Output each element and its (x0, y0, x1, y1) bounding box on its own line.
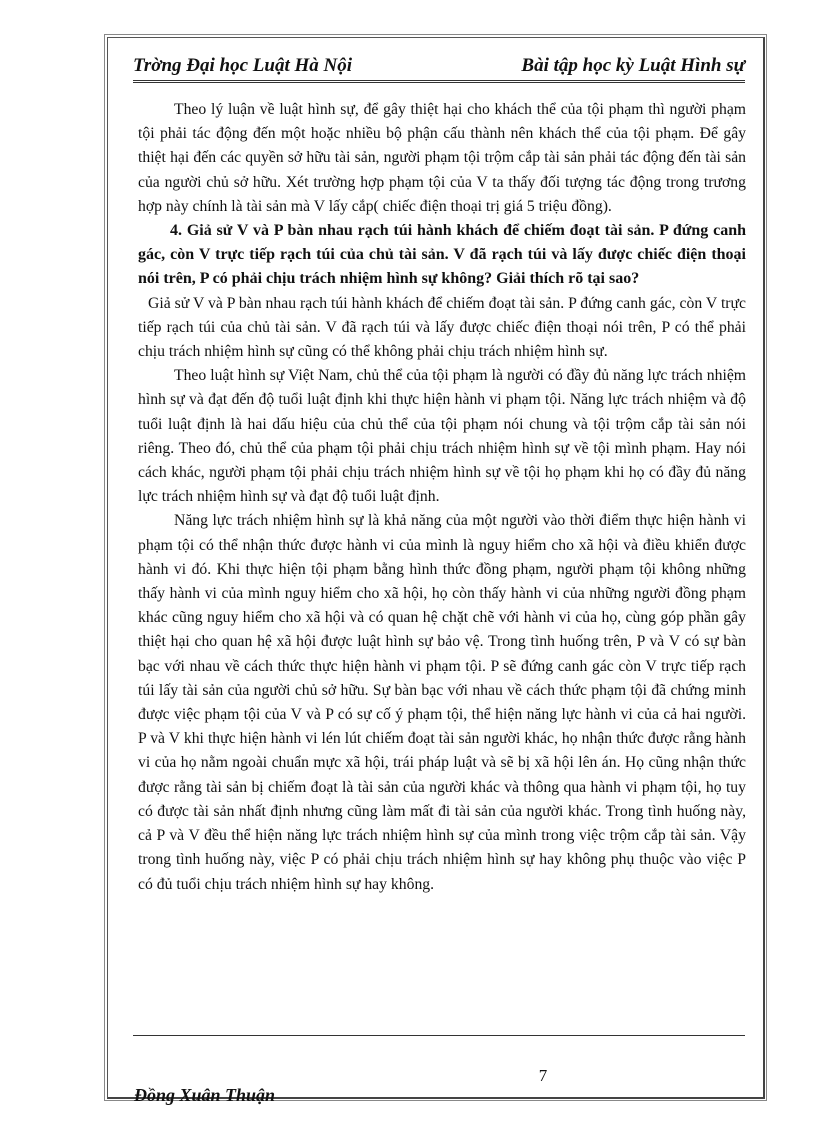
document-body (138, 98, 746, 897)
paragraph-capacity: Năng lực trách nhiệm hình sự là khả năng của một người vào thời điểm thực hiện hành vi phạm tội có thể nhận thức được hành vi của mình là nguy hiểm cho xã hội và điều khiển được hành vi đó. Khi thực hiện tội phạm bằng hình thức đồng phạm, người phạm tội không những thấy hành vi của mình nguy hiểm cho xã hội, họ còn thấy hành vi của những người đồng phạm khác cũng nguy hiểm cho xã hội và có quan hệ chặt chẽ với hành vi của họ, cùng góp phần gây thiệt hại cho quan hệ xã hội được luật hình sự bảo vệ. Trong tình huống trên, P và V có sự bàn bạc với nhau về cách thức thực hiện hành vi phạm tội. P sẽ đứng canh gác còn V trực tiếp rạch túi lấy tài sản của người chủ sở hữu. Sự bàn bạc với nhau về cách thức phạm tội đã chứng minh được việc phạm tội của V và P có sự cố ý phạm tội, thể hiện năng lực hành vi của cả hai người. P và V khi thực hiện hành vi lén lút chiếm đoạt tài sản người khác, họ nhận thức được rằng hành vi của họ nằm ngoài chuẩn mực xã hội, trái pháp luật và sẽ bị xã hội lên án. Họ cũng nhận thức được rằng tài sản bị chiếm đoạt là tài sản của người khác và thông qua hành vi phạm tội, họ tuy có được tài sản nhất định nhưng cũng làm mất đi tài sản của người khác. Trong tình huống này, cả P và V đều thể hiện năng lực trách nhiệm hình sự của mình trong việc trộm cắp tài sản. Vậy trong tình huống này, việc P có phải chịu trách nhiệm hình sự hay không phụ thuộc vào việc P có đủ tuổi chịu trách nhiệm hình sự hay không. (138, 512, 746, 893)
author-name: Đồng Xuân Thuận (134, 1085, 276, 1105)
header-title: Bài tập học kỳ Luật Hình sự (521, 55, 745, 76)
page-number: 7 (538, 1066, 548, 1085)
paragraph-subject: Theo luật hình sự Việt Nam, chủ thể của tội phạm là người có đầy đủ năng lực trách nhiệm hình sự và đạt đến độ tuổi luật định khi thực hiện hành vi phạm tội. Năng lực trách nhiệm và độ tuổi luật định là hai dấu hiệu của chủ thể của tội phạm nói chung và tội trộm cắp tài sản nói riêng. Theo đó, chủ thể của phạm tội phải chịu trách nhiệm hình sự về tội mình phạm. Hay nói cách khác, người phạm tội phải chịu trách nhiệm hình sự về tội họ phạm khi họ có đầy đủ năng lực trách nhiệm hình sự và đạt độ tuổi luật định. (138, 367, 746, 506)
paragraph-answer-intro: Giả sử V và P bàn nhau rạch túi hành khách để chiếm đoạt tài sản. P đứng canh gác, còn V trực tiếp rạch túi của chủ tài sản. V đã rạch túi và lấy được chiếc điện thoại nói trên, P có thể phải chịu trách nhiệm hình sự cũng có thể không phải chịu trách nhiệm hình sự. (138, 294, 746, 361)
footer-divider (133, 1035, 745, 1036)
page-header (133, 53, 745, 83)
paragraph-object: Theo lý luận về luật hình sự, để gây thiệt hại cho khách thể của tội phạm thì người phạm tội phải tác động đến một hoặc nhiều bộ phận cấu thành nên khách thể của tội phạm. Để gây thiệt hại đến các quyền sở hữu tài sản, người phạm tội trộm cắp tài sản phải tác động đến tài sản của người chủ sở hữu. Xét trường hợp phạm tội của V ta thấy đối tượng tác động trong trương hợp này chính là tài sản mà V lấy cắp( chiếc điện thoại trị giá 5 triệu đồng). (138, 101, 746, 215)
question-4: 4. Giả sử V và P bàn nhau rạch túi hành khách để chiếm đoạt tài sản. P đứng canh gác, còn V trực tiếp rạch túi của chủ tài sản. V đã rạch túi và lấy được chiếc điện thoại nói trên, P có phải chịu trách nhiệm hình sự không? Giải thích rõ tại sao? (138, 222, 746, 288)
header-school: Trờng Đại học Luật Hà Nội (133, 55, 353, 76)
